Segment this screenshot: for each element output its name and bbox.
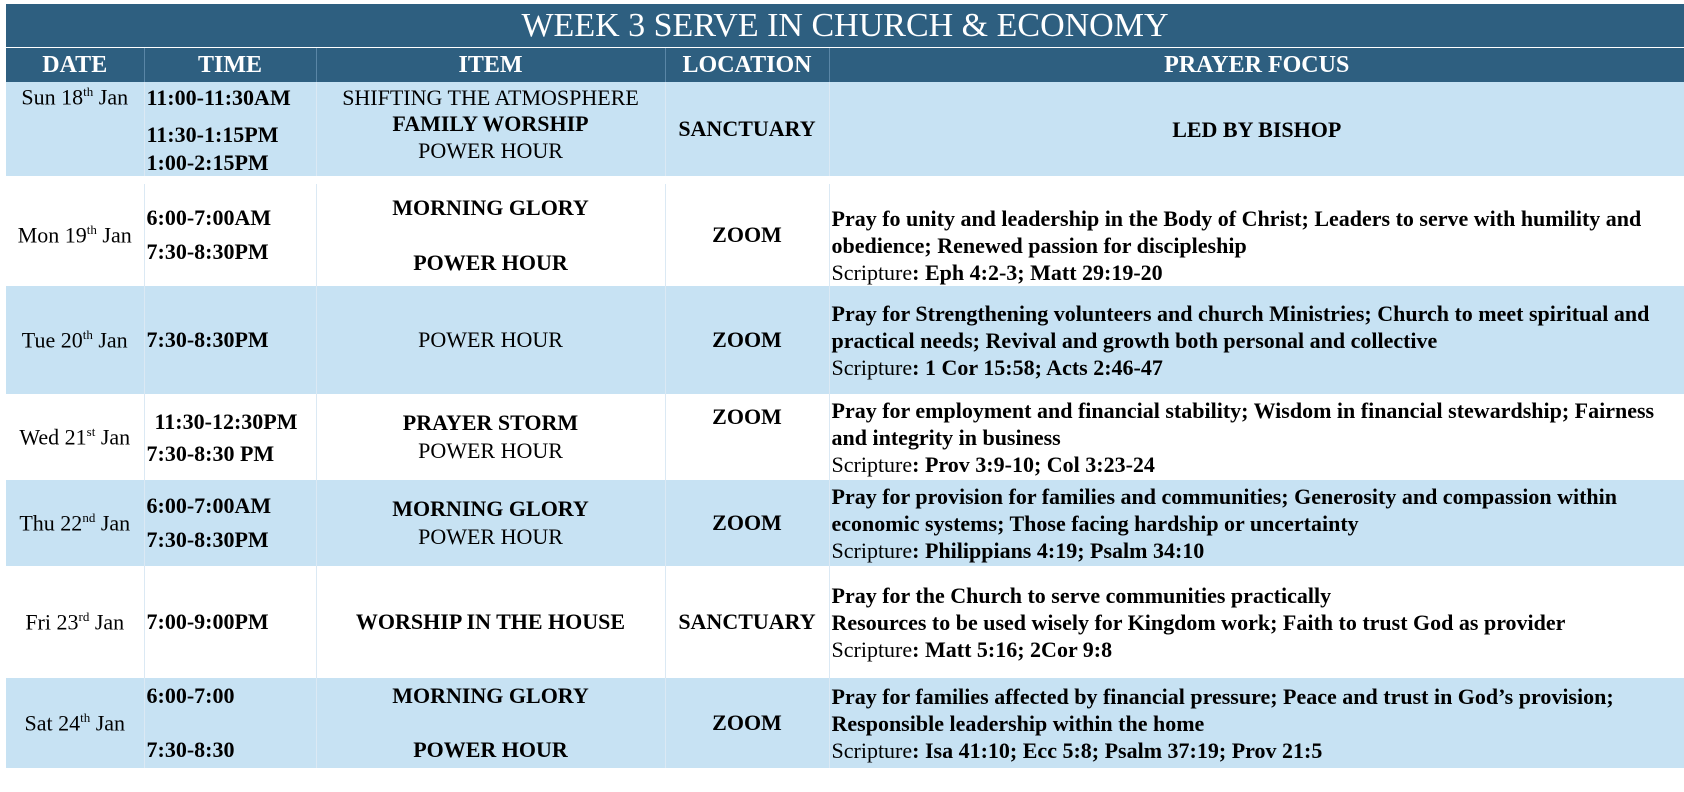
item-cell [316, 286, 665, 394]
location-cell: SANCTUARY [665, 566, 829, 678]
date-suffix: th [86, 221, 97, 237]
item-name: SHIFTING THE ATMOSPHERE [342, 85, 639, 110]
location-cell: ZOOM [665, 286, 829, 394]
location-cell: ZOOM [665, 678, 829, 768]
date-cell [6, 286, 144, 394]
date-month: Jan [92, 327, 128, 353]
header-location: LOCATION [665, 48, 829, 82]
prayer-focus-text: Resources to be used wisely for Kingdom work; Faith to trust God as provider [831, 609, 1566, 635]
scripture-refs: : Isa 41:10; Ecc 5:8; Psalm 37:19; Prov 21:5 [912, 737, 1323, 763]
date-suffix: rd [78, 608, 90, 624]
item-name: MORNING GLORY [392, 496, 589, 521]
date-suffix: nd [82, 509, 96, 525]
item-name: MORNING GLORY [392, 683, 589, 708]
prayer-focus-cell [829, 184, 1684, 286]
item-name: MORNING GLORY [392, 195, 589, 220]
date-day: Wed 21 [19, 424, 87, 450]
date-suffix: th [82, 326, 93, 342]
prayer-focus-cell [829, 480, 1684, 566]
scripture-line [832, 451, 1683, 478]
schedule-sheet [6, 4, 1684, 768]
prayer-focus-cell [829, 286, 1684, 394]
date-day: Sat 24 [24, 710, 81, 736]
time-slot: 1:00-2:15PM [146, 150, 269, 175]
time-cell [144, 184, 316, 286]
scripture-refs: : Philippians 4:19; Psalm 34:10 [912, 537, 1205, 563]
location-cell: ZOOM [665, 394, 829, 480]
prayer-focus-text: Pray for the Church to serve communities practically [831, 582, 1332, 608]
date-month: Jan [95, 424, 131, 450]
scripture-line [832, 354, 1683, 381]
time-slot: 7:30-8:30PM [146, 527, 269, 552]
header-date: DATE [6, 48, 144, 82]
item-cell [316, 82, 665, 176]
item-name: POWER HOUR [413, 250, 568, 275]
prayer-focus-text: LED BY BISHOP [1172, 116, 1342, 142]
date-suffix: th [80, 709, 91, 725]
date-cell [6, 566, 144, 678]
date-cell [6, 184, 144, 286]
time-slot: 7:30-8:30PM [146, 327, 269, 352]
scripture-label: Scripture [831, 537, 913, 563]
item-name: POWER HOUR [418, 438, 563, 463]
scripture-refs: : Prov 3:9-10; Col 3:23-24 [912, 451, 1155, 477]
header-item: ITEM [316, 48, 665, 82]
schedule-table [6, 48, 1684, 768]
time-cell [144, 394, 316, 480]
date-month: Jan [90, 710, 126, 736]
item-cell [316, 566, 665, 678]
scripture-label: Scripture [831, 354, 913, 380]
item-name: WORSHIP IN THE HOUSE [355, 609, 626, 634]
time-slot: 6:00-7:00 [146, 683, 235, 708]
prayer-focus-cell [829, 82, 1684, 176]
header-time: TIME [144, 48, 316, 82]
scripture-line [832, 259, 1683, 286]
location-cell: ZOOM [665, 184, 829, 286]
time-cell [144, 82, 316, 176]
item-cell [316, 394, 665, 480]
location-cell: SANCTUARY [665, 82, 829, 176]
scripture-refs: : Matt 5:16; 2Cor 9:8 [912, 636, 1113, 662]
time-slot: 11:00-11:30AM [146, 85, 291, 110]
scripture-label: Scripture [831, 636, 913, 662]
prayer-focus-cell [829, 678, 1684, 768]
date-month: Jan [96, 222, 132, 248]
date-day: Tue 20 [21, 327, 83, 353]
date-cell [6, 480, 144, 566]
table-row [6, 82, 1684, 176]
header-prayer-focus: PRAYER FOCUS [829, 48, 1684, 82]
table-row [6, 184, 1684, 286]
time-slot: 7:30-8:30 [146, 737, 235, 762]
item-name: POWER HOUR [418, 524, 563, 549]
table-row [6, 678, 1684, 768]
date-day: Fri 23 [25, 609, 79, 635]
scripture-refs: : Eph 4:2-3; Matt 29:19-20 [912, 260, 1163, 285]
table-row [6, 566, 1684, 678]
date-suffix: th [83, 84, 94, 99]
prayer-focus-text: Pray for families affected by financial pressure; Peace and trust in God’s provision; Responsible leadership within the home [831, 683, 1614, 736]
time-slot: 6:00-7:00AM [146, 493, 272, 518]
time-slot: 11:30-1:15PM [146, 122, 279, 147]
item-name: POWER HOUR [418, 138, 563, 163]
date-cell [6, 394, 144, 480]
item-name: POWER HOUR [413, 737, 568, 762]
time-cell [144, 480, 316, 566]
time-slot: 7:30-8:30 PM [146, 441, 275, 466]
item-name: FAMILY WORSHIP [392, 111, 589, 136]
time-cell [144, 678, 316, 768]
scripture-label: Scripture [831, 451, 913, 477]
prayer-focus-text: Pray for provision for families and communities; Generosity and compassion within economic systems; Those facing hardship or uncertainty [831, 483, 1618, 536]
prayer-focus-text: Pray fo unity and leadership in the Body of Christ; Leaders to serve with humility and obedience; Renewed passion for discipleship [831, 206, 1642, 258]
location-cell: ZOOM [665, 480, 829, 566]
date-cell [6, 82, 144, 176]
scripture-refs: : 1 Cor 15:58; Acts 2:46-47 [912, 354, 1163, 380]
item-name: PRAYER STORM [402, 410, 579, 435]
scripture-label: Scripture [831, 260, 913, 285]
date-month: Jan [93, 84, 129, 110]
row-spacer [6, 176, 1684, 184]
date-day: Sun 18 [21, 84, 84, 110]
item-cell [316, 678, 665, 768]
prayer-focus-cell [829, 394, 1684, 480]
time-slot: 6:00-7:00AM [146, 205, 272, 230]
time-cell [144, 286, 316, 394]
date-month: Jan [89, 609, 125, 635]
table-row [6, 286, 1684, 394]
time-slot: 7:00-9:00PM [146, 609, 269, 634]
prayer-focus-cell [829, 566, 1684, 678]
prayer-focus-text: Pray for employment and financial stability; Wisdom in financial stewardship; Fairness and integrity in business [831, 397, 1655, 450]
header-row [6, 48, 1684, 82]
scripture-line [832, 737, 1683, 764]
time-slot: 11:30-12:30PM [154, 409, 298, 434]
date-day: Mon 19 [17, 222, 87, 248]
prayer-focus-text: Pray for Strengthening volunteers and church Ministries; Church to meet spiritual and practical needs; Revival and growth both personal and collective [831, 300, 1650, 353]
scripture-line [832, 636, 1683, 663]
scripture-line [832, 537, 1683, 564]
item-cell [316, 480, 665, 566]
date-month: Jan [95, 510, 131, 536]
table-row [6, 394, 1684, 480]
time-cell [144, 566, 316, 678]
time-slot: 7:30-8:30PM [146, 239, 269, 264]
date-cell [6, 678, 144, 768]
item-cell [316, 184, 665, 286]
table-row [6, 480, 1684, 566]
date-day: Thu 22 [19, 510, 83, 536]
item-name: POWER HOUR [418, 327, 563, 352]
date-suffix: st [86, 423, 96, 439]
schedule-title: WEEK 3 SERVE IN CHURCH & ECONOMY [6, 4, 1684, 48]
scripture-label: Scripture [831, 737, 913, 763]
